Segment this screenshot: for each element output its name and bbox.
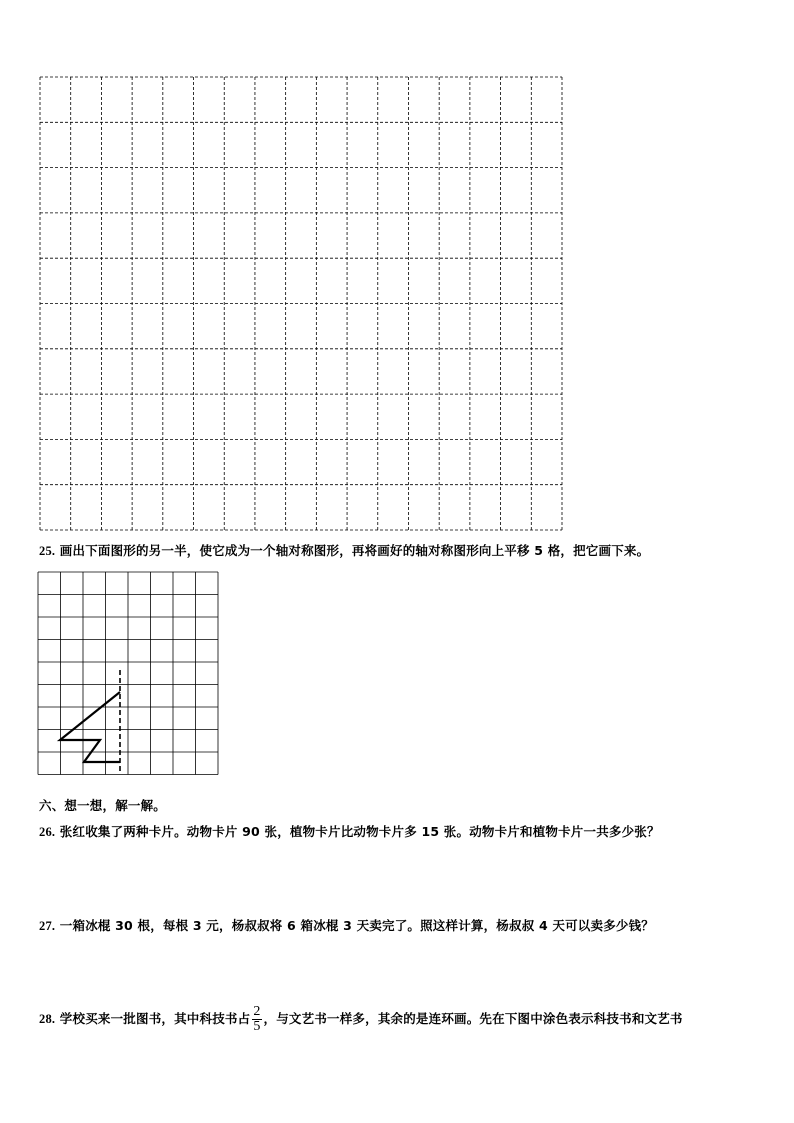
question-25 [39,541,649,559]
question-number: 26. [39,825,56,839]
question-26 [39,822,660,840]
question-27 [39,916,654,934]
answer-grid [0,0,794,540]
fraction-denominator: 5 [253,1019,261,1034]
question-text: 一箱冰棍 30 根，每根 3 元，杨叔叔将 6 箱冰棍 3 天卖完了。照这样计算，杨叔叔 4 天可以卖多少钱？ [59,918,655,933]
question-text: 张红收集了两种卡片。动物卡片 90 张，植物卡片比动物卡片多 15 张。动物卡片和植物卡片一共多少张？ [59,824,660,839]
symmetry-grid [0,560,240,790]
question-number: 28. [39,1012,56,1026]
section-title: 六、想一想，解一解。 [39,798,167,813]
fraction [252,1005,261,1034]
question-text-before: 学校买来一批图书，其中科技书占 [59,1011,251,1026]
half-shape [60,692,120,762]
fraction-numerator: 2 [253,1004,261,1019]
question-28 [39,1005,683,1034]
question-text: 画出下面图形的另一半，使它成为一个轴对称图形，再将画好的轴对称图形向上平移 5 格，把它画下来。 [59,543,650,558]
question-number: 27. [39,919,56,933]
question-text-after: ，与文艺书一样多，其余的是连环画。先在下图中涂色表示科技书和文艺书 [263,1011,683,1026]
question-number: 25. [39,544,56,558]
